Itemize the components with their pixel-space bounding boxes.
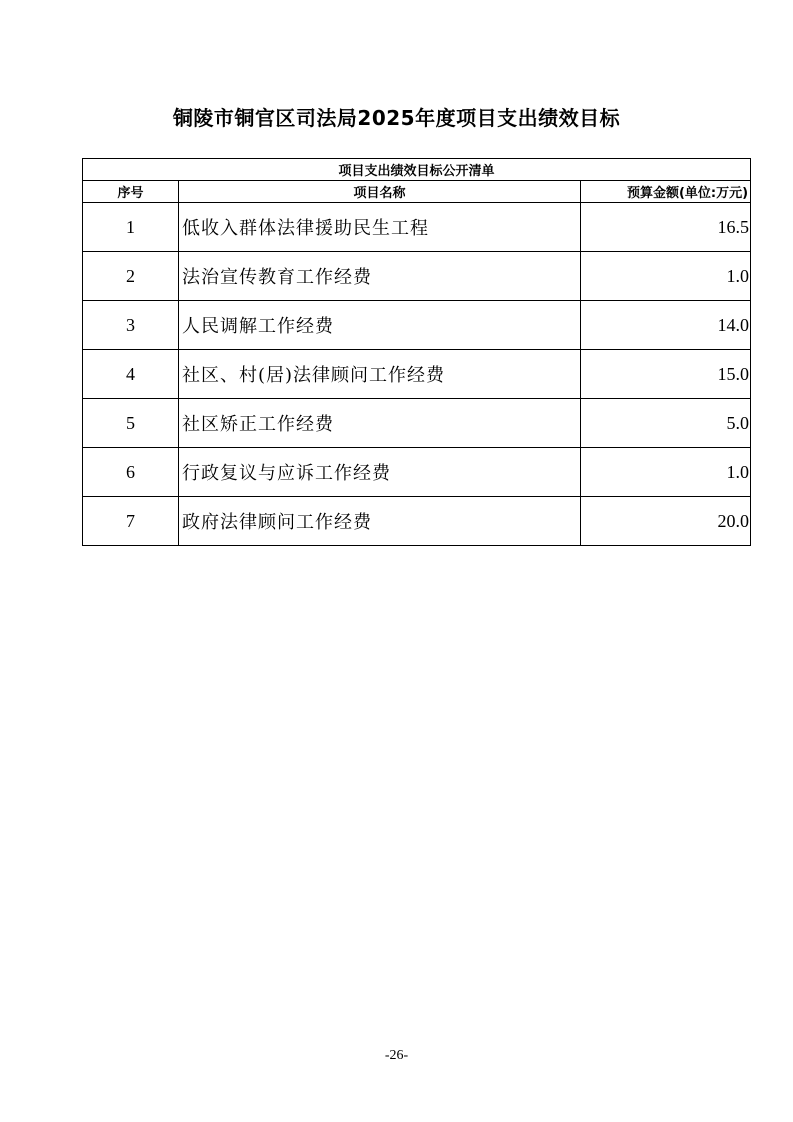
table-row <box>83 203 751 252</box>
row-number: 6 <box>83 448 179 497</box>
row-number: 4 <box>83 350 179 399</box>
project-name: 人民调解工作经费 <box>179 301 581 350</box>
project-name: 社区矫正工作经费 <box>179 399 581 448</box>
budget-amount: 15.0 <box>581 350 751 399</box>
row-number: 3 <box>83 301 179 350</box>
budget-amount: 16.5 <box>581 203 751 252</box>
header-no: 序号 <box>83 181 179 203</box>
budget-amount: 1.0 <box>581 448 751 497</box>
table-row <box>83 399 751 448</box>
budget-amount: 1.0 <box>581 252 751 301</box>
project-name: 社区、村(居)法律顾问工作经费 <box>179 350 581 399</box>
page-number: -26- <box>384 1048 409 1063</box>
project-name: 低收入群体法律援助民生工程 <box>179 203 581 252</box>
row-number: 1 <box>83 203 179 252</box>
project-name: 法治宣传教育工作经费 <box>179 252 581 301</box>
table-row <box>83 350 751 399</box>
table-caption-row <box>83 159 751 181</box>
project-name: 行政复议与应诉工作经费 <box>179 448 581 497</box>
page-title: 铜陵市铜官区司法局2025年度项目支出绩效目标 <box>172 106 621 130</box>
table-row <box>83 448 751 497</box>
table-caption: 项目支出绩效目标公开清单 <box>83 159 751 181</box>
budget-amount: 14.0 <box>581 301 751 350</box>
table-row <box>83 252 751 301</box>
header-name: 项目名称 <box>179 181 581 203</box>
row-number: 5 <box>83 399 179 448</box>
row-number: 7 <box>83 497 179 546</box>
table-header-row <box>83 181 751 203</box>
budget-amount: 5.0 <box>581 399 751 448</box>
header-amount: 预算金额(单位:万元) <box>581 181 751 203</box>
table-row <box>83 301 751 350</box>
project-name: 政府法律顾问工作经费 <box>179 497 581 546</box>
table-row <box>83 497 751 546</box>
row-number: 2 <box>83 252 179 301</box>
budget-table <box>82 158 751 546</box>
budget-amount: 20.0 <box>581 497 751 546</box>
